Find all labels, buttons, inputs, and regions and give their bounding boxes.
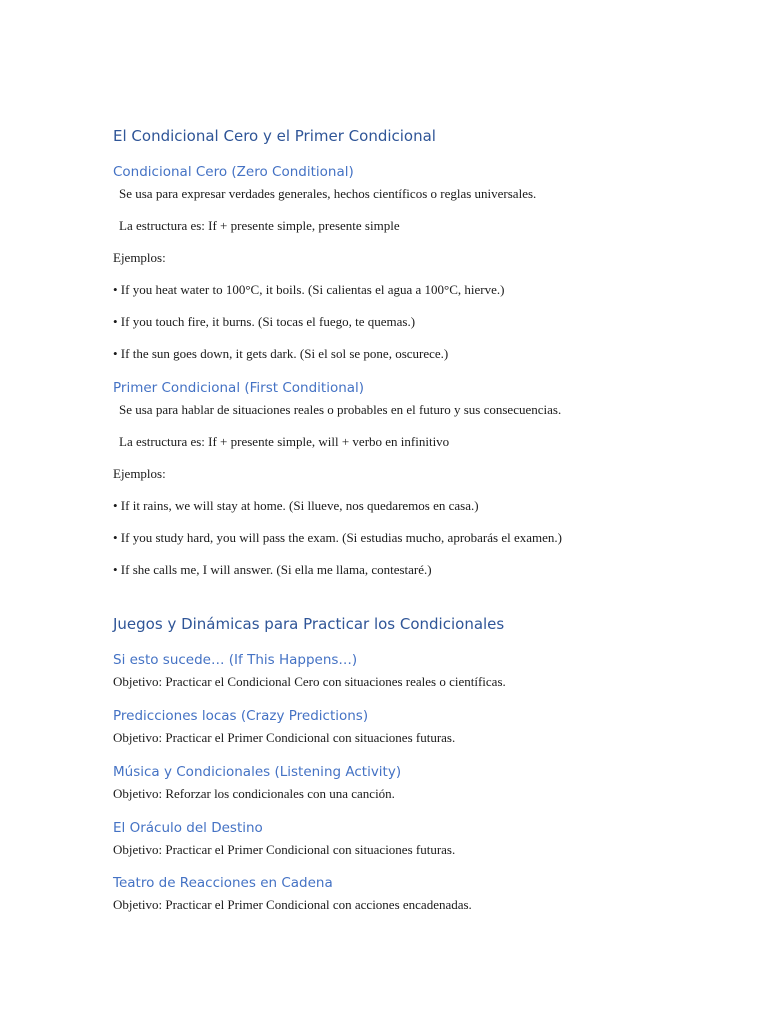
first-conditional-heading: Primer Condicional (First Conditional) xyxy=(113,380,365,396)
zero-examples-label: Ejemplos: xyxy=(113,250,166,265)
game-objective: Objetivo: Reforzar los condicionales con una canción. xyxy=(113,786,395,801)
game-objective: Objetivo: Practicar el Condicional Cero con situaciones reales o científicas. xyxy=(113,674,506,689)
zero-example-item: • If the sun goes down, it gets dark. (Si el sol se pone, oscurece.) xyxy=(113,346,449,361)
game-heading: El Oráculo del Destino xyxy=(113,820,263,836)
game-objective: Objetivo: Practicar el Primer Condicional con situaciones futuras. xyxy=(113,730,456,745)
games-section-title: Juegos y Dinámicas para Practicar los Condicionales xyxy=(113,615,505,633)
zero-conditional-heading: Condicional Cero (Zero Conditional) xyxy=(113,164,354,180)
game-heading: Predicciones locas (Crazy Predictions) xyxy=(113,708,369,724)
document-title: El Condicional Cero y el Primer Condicional xyxy=(113,127,436,145)
zero-conditional-description: Se usa para expresar verdades generales, hechos científicos o reglas universales. xyxy=(119,186,537,201)
game-objective: Objetivo: Practicar el Primer Condicional con situaciones futuras. xyxy=(113,842,456,857)
game-heading: Teatro de Reacciones en Cadena xyxy=(113,875,333,891)
game-heading: Música y Condicionales (Listening Activity) xyxy=(113,764,402,780)
first-example-item: • If she calls me, I will answer. (Si ella me llama, contestaré.) xyxy=(113,562,432,577)
first-conditional-description: Se usa para hablar de situaciones reales o probables en el futuro y sus consecuencias. xyxy=(119,402,562,417)
first-example-item: • If you study hard, you will pass the exam. (Si estudias mucho, aprobarás el examen.) xyxy=(113,530,562,545)
first-examples-label: Ejemplos: xyxy=(113,466,166,481)
first-example-item: • If it rains, we will stay at home. (Si llueve, nos quedaremos en casa.) xyxy=(113,498,479,513)
zero-conditional-structure: La estructura es: If + presente simple, presente simple xyxy=(119,218,400,233)
zero-example-item: • If you heat water to 100°C, it boils. (Si calientas el agua a 100°C, hierve.) xyxy=(113,282,505,297)
game-heading: Si esto sucede… (If This Happens…) xyxy=(113,652,358,668)
first-conditional-structure: La estructura es: If + presente simple, will + verbo en infinitivo xyxy=(119,434,450,449)
zero-example-item: • If you touch fire, it burns. (Si tocas el fuego, te quemas.) xyxy=(113,314,416,329)
game-objective: Objetivo: Practicar el Primer Condicional con acciones encadenadas. xyxy=(113,897,472,912)
